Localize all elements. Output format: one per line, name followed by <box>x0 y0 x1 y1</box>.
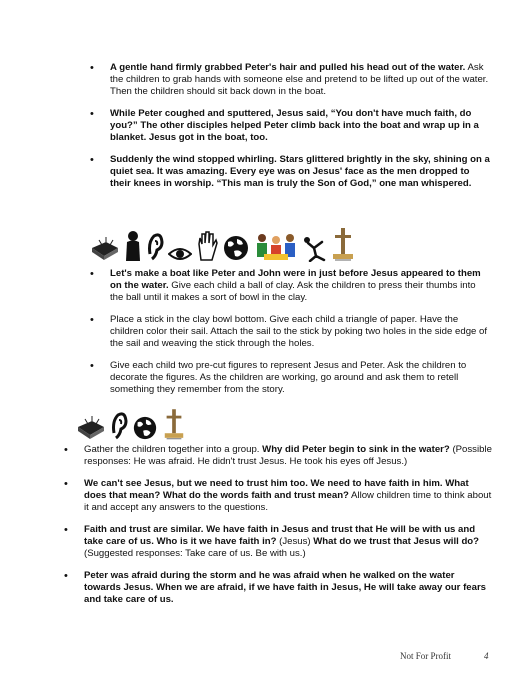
footer-text: Not For Profit <box>400 651 452 661</box>
list-item: • Give each child two pre-cut figures to represent Jesus and Peter. Ask the children to decorate the figures. As the children are working, go around and ask them to retell something they remember from the story. <box>88 360 490 396</box>
list-item: • While Peter coughed and sputtered, Jesus said, “You don't have much faith, do you?” The other disciples helped Peter climb back into the boat and wrap up in a blanket. Jesus got in the boat, too. <box>88 108 490 144</box>
list-item: • Peter was afraid during the storm and he was afraid when he walked on the water towards Jesus. When we are afraid, if we have faith in Jesus, He will take away our fears and take care of us. <box>62 570 492 606</box>
list-item: • Place a stick in the clay bowl bottom. Give each child a triangle of paper. Have the children color their sail. Attach the sail to the stick by poking two holes in the side edge of the sail and weaving the stick through the holes. <box>88 314 490 350</box>
story-bullets <box>88 62 490 200</box>
list-item: • Suddenly the wind stopped whirling. Stars glittered brightly in the sky, shining on a quiet sea. It was amazing. Every eye was on Jesus' face as the men dropped to their knees in worship. “This man is truly the Son of God,” one man whispered. <box>88 154 490 190</box>
discussion-icons-row <box>76 405 186 441</box>
craft-bullets <box>88 268 490 406</box>
praying-person-icon <box>124 230 142 262</box>
ear-icon <box>110 411 128 441</box>
globe-icon <box>132 415 158 441</box>
hand-icon <box>196 230 218 262</box>
list-item: • Gather the children together into a group. Why did Peter begin to sink in the water? (Possible responses: He was afraid. He didn't trust Jesus. He took his eyes off Jesus.) <box>62 444 492 468</box>
cross-icon <box>162 407 186 441</box>
list-item: • We can't see Jesus, but we need to trust him too. We need to have faith in him. What does that mean? What do the words faith and trust mean? Allow children time to think about it and accept any answers to the questions. <box>62 478 492 514</box>
globe-icon <box>222 234 250 262</box>
page-number: 4 <box>484 651 489 661</box>
eye-icon <box>168 246 192 262</box>
bible-icon <box>76 415 106 441</box>
discussion-bullets <box>62 444 492 616</box>
list-item: • Faith and trust are similar. We have faith in Jesus and trust that He will be with us and take care of us. Who is it we have faith in? (Jesus) What do we trust that Jesus will do? (Suggested responses: Take care of us. Be with us.) <box>62 524 492 560</box>
bible-icon <box>90 236 120 262</box>
children-group-icon <box>254 232 298 262</box>
ear-icon <box>146 232 164 262</box>
list-item: • A gentle hand firmly grabbed Peter's hair and pulled his head out of the water. Ask the children to grab hands with someone else and pretend to be lifted up out of the water. Then the children should sit back down in the boat. <box>88 62 490 98</box>
stretching-person-icon <box>302 234 326 262</box>
activity-icons-row <box>90 222 356 262</box>
cross-icon <box>330 226 356 262</box>
list-item: • Let's make a boat like Peter and John were in just before Jesus appeared to them on the water. Give each child a ball of clay. Ask the children to press their thumbs into the ball until it makes a sort of bowl in the clay. <box>88 268 490 304</box>
